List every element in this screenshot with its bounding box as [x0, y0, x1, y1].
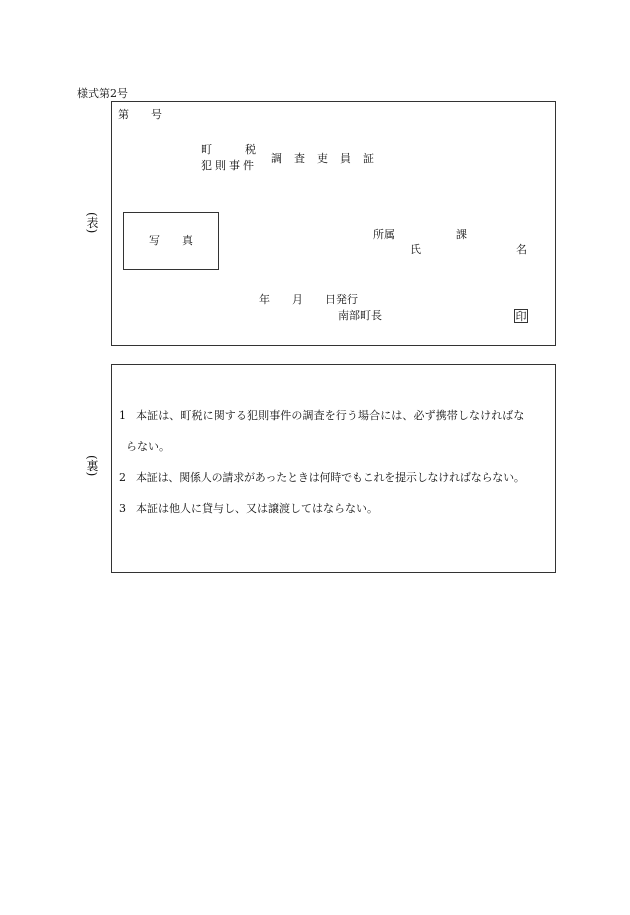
note-1-line1: 本証は、町税に関する犯則事件の調査を行う場合には、必ず携帯しなければな	[136, 409, 525, 422]
issuer-label: 南部町長	[338, 309, 382, 322]
back-side-label: (裏)	[85, 455, 99, 477]
note-3-number: 3	[119, 502, 126, 515]
front-side-label: (表)	[85, 212, 99, 234]
section-label: 課	[456, 228, 467, 241]
form-label: 様式第2号	[77, 87, 128, 100]
name-label-2: 名	[516, 243, 527, 256]
note-2-line1: 本証は、関係人の請求があったときは何時でもこれを提示しなければならない。	[136, 471, 525, 484]
title-line1: 町 税	[201, 143, 256, 156]
seal-mark: 印	[515, 310, 527, 323]
title-main: 調査吏員証	[271, 152, 386, 165]
title-line2: 犯則事件	[201, 159, 257, 172]
issue-date-label: 年 月 日発行	[259, 293, 358, 306]
name-label-1: 氏	[410, 243, 421, 256]
photo-label: 写 真	[149, 234, 193, 247]
note-1-line2: らない。	[126, 440, 170, 453]
photo-box	[123, 212, 219, 270]
note-1-number: 1	[119, 409, 126, 422]
note-3-line1: 本証は他人に貸与し、又は譲渡してはならない。	[136, 502, 378, 515]
number-label: 第 号	[118, 108, 162, 121]
front-card	[111, 101, 556, 346]
back-card	[111, 364, 556, 573]
note-2-number: 2	[119, 471, 126, 484]
affiliation-label: 所属	[373, 228, 395, 241]
